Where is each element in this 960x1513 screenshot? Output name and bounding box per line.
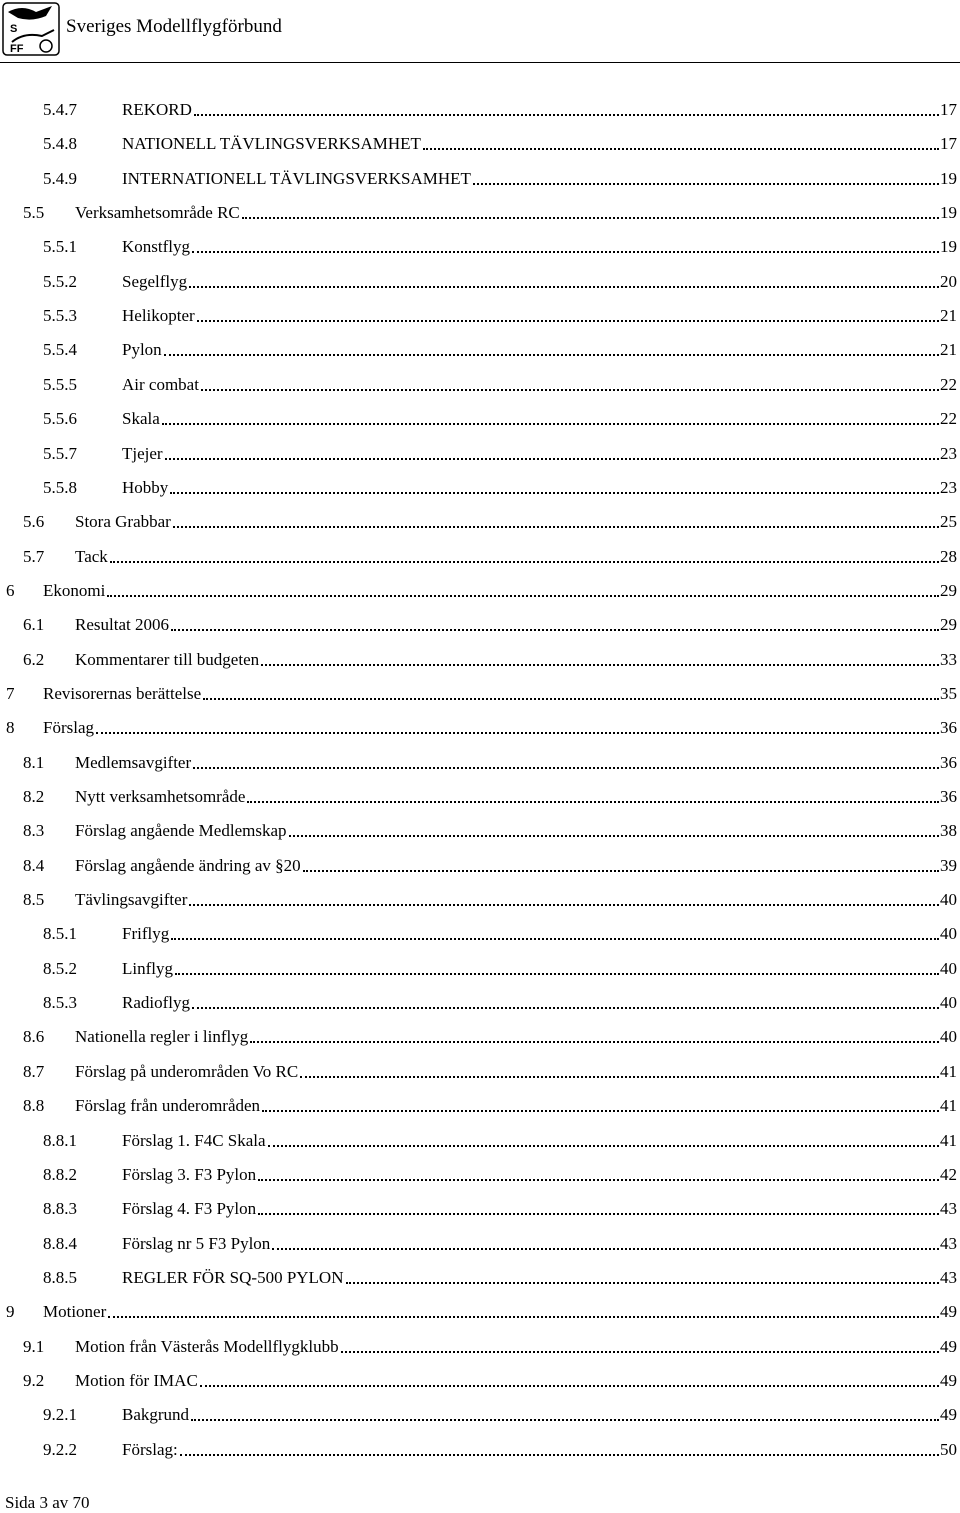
toc-entry-number: 6 [6, 580, 15, 600]
toc-entry[interactable] [0, 1403, 957, 1425]
toc-entry[interactable] [0, 1025, 957, 1047]
dot-leader [268, 1144, 939, 1147]
toc-entry-number: 5.7 [23, 546, 45, 566]
toc-entry-number: 9.2.1 [43, 1405, 77, 1425]
dot-leader [262, 1109, 939, 1112]
toc-entry-number: 5.6 [23, 512, 45, 532]
toc-entry-page: 28 [940, 546, 957, 566]
toc-entry-title: Förslag [43, 718, 94, 738]
toc-entry-number: 8 [6, 718, 15, 738]
toc-entry-number: 5.5.8 [43, 477, 77, 497]
toc-entry-number: 9.2 [23, 1370, 45, 1390]
toc-entry-number: 6.2 [23, 649, 45, 669]
toc-entry-title: Förslag angående Medlemskap [75, 821, 287, 841]
dot-leader [108, 1315, 939, 1318]
toc-entry[interactable] [0, 991, 957, 1013]
toc-entry-page: 40 [940, 890, 957, 910]
toc-entry-page: 23 [940, 443, 957, 463]
toc-entry-title: Stora Grabbar [75, 512, 171, 532]
toc-entry[interactable] [0, 579, 957, 601]
toc-entry[interactable] [0, 682, 957, 704]
dot-leader [96, 731, 939, 734]
toc-entry-page: 41 [940, 1096, 957, 1116]
toc-entry-page: 23 [940, 477, 957, 497]
toc-entry-page: 21 [940, 340, 957, 360]
dot-leader [203, 697, 939, 700]
toc-entry-title: Hobby [122, 477, 169, 497]
toc-entry-title: Förslag 4. F3 Pylon [122, 1199, 257, 1219]
dot-leader [201, 388, 939, 391]
toc-entry[interactable] [0, 98, 957, 120]
toc-entry-title: Konstflyg [122, 237, 190, 257]
toc-entry-number: 8.8.5 [43, 1267, 77, 1287]
dot-leader [200, 1384, 939, 1387]
toc-entry-number: 8.5.3 [43, 993, 77, 1013]
toc-entry-title: Nytt verksamhetsområde [75, 787, 246, 806]
dot-leader [110, 560, 939, 563]
toc-entry-number: 5.5.5 [43, 374, 77, 394]
toc-entry-title: Förslag nr 5 F3 Pylon [122, 1233, 271, 1253]
toc-entry-title: Radioflyg [122, 993, 190, 1013]
toc-entry-page: 43 [940, 1267, 957, 1287]
toc-entry[interactable] [0, 167, 957, 189]
toc-entry-number: 5.5.4 [43, 340, 77, 360]
dot-leader [165, 457, 939, 460]
toc-entry[interactable] [0, 1129, 957, 1151]
dot-leader [171, 628, 939, 631]
dot-leader [175, 972, 939, 975]
toc-entry-page: 25 [940, 512, 957, 532]
toc-entry-number: 8.8.2 [43, 1164, 77, 1184]
toc-entry-title: NATIONELL TÄVLINGSVERKSAMHET [122, 134, 421, 154]
toc-entry-title: Kommentarer till budgeten [75, 649, 260, 669]
toc-entry-page: 42 [940, 1164, 957, 1184]
toc-entry[interactable] [0, 613, 957, 635]
toc-entry-number: 8.8.4 [43, 1233, 77, 1253]
dot-leader [300, 1075, 939, 1078]
toc-entry[interactable] [0, 1197, 957, 1219]
dot-leader [180, 1453, 939, 1456]
toc-entry[interactable] [0, 819, 957, 841]
toc-entry[interactable] [0, 648, 957, 670]
toc-entry[interactable] [0, 235, 957, 257]
dot-leader [261, 663, 939, 666]
toc-entry-page: 49 [940, 1336, 957, 1356]
toc-entry[interactable] [0, 1266, 957, 1288]
toc-entry-page: 29 [940, 580, 957, 600]
toc-entry-page: 40 [940, 924, 957, 944]
toc-entry-title: Motion för IMAC [75, 1370, 198, 1390]
toc-entry-page: 36 [940, 787, 957, 806]
toc-entry-page: 36 [940, 718, 957, 738]
dot-leader [170, 491, 939, 494]
toc-entry[interactable] [0, 545, 957, 567]
toc-entry-number: 8.2 [23, 787, 45, 806]
toc-entry-number: 8.5.2 [43, 958, 77, 978]
toc-entry-page: 20 [940, 271, 957, 291]
toc-entry-number: 8.1 [23, 752, 45, 772]
toc-entry-title: Tävlingsavgifter [75, 890, 188, 910]
toc-entry-title: Tjejer [122, 443, 163, 463]
toc-entry-page: 40 [940, 958, 957, 978]
toc-entry-number: 8.8 [23, 1096, 45, 1116]
toc-entry-number: 5.4.7 [43, 100, 77, 119]
toc-entry-page: 35 [940, 683, 957, 703]
toc-entry-page: 41 [940, 1061, 957, 1081]
toc-entry-number: 8.5 [23, 890, 45, 910]
toc-entry[interactable] [0, 270, 957, 292]
toc-entry-title: Ekonomi [43, 580, 106, 600]
toc-entry-number: 9 [6, 1302, 15, 1322]
toc-entry-number: 5.5.3 [43, 306, 77, 326]
toc-entry-title: Tack [75, 546, 108, 566]
toc-entry-title: REGLER FÖR SQ-500 PYLON [122, 1267, 344, 1287]
toc-entry-page: 22 [940, 409, 957, 429]
toc-entry-number: 8.6 [23, 1027, 45, 1047]
toc-entry-number: 5.5.7 [43, 443, 77, 463]
dot-leader [192, 250, 939, 253]
toc-entry-title: Förslag: [122, 1439, 178, 1459]
toc-entry[interactable] [0, 716, 957, 738]
toc-entry-title: Bakgrund [122, 1405, 190, 1425]
dot-leader [473, 182, 939, 185]
toc-entry-title: Förslag 3. F3 Pylon [122, 1164, 257, 1184]
toc-entry-title: Motion från Västerås Modellflygklubb [75, 1336, 339, 1356]
toc-entry-title: INTERNATIONELL TÄVLINGSVERKSAMHET [122, 168, 471, 188]
dot-leader [197, 319, 939, 322]
page-header [0, 0, 960, 62]
toc-entry-title: Linflyg [122, 958, 173, 978]
smff-logo [2, 2, 60, 56]
toc-entry-page: 43 [940, 1233, 957, 1253]
toc-entry-page: 49 [940, 1405, 957, 1425]
toc-entry-title: Pylon [122, 340, 162, 360]
toc-entry-title: Förslag angående ändring av §20 [75, 855, 301, 875]
toc-entry-title: Nationella regler i linflyg [75, 1027, 249, 1047]
toc-entry-title: Förslag 1. F4C Skala [122, 1130, 266, 1150]
dot-leader [258, 1178, 939, 1181]
dot-leader [289, 834, 940, 837]
toc-entry[interactable] [0, 1163, 957, 1185]
toc-entry-number: 5.4.9 [43, 168, 77, 188]
dot-leader [193, 766, 939, 769]
dot-leader [250, 1040, 939, 1043]
toc-entry-title: Motioner [43, 1302, 107, 1322]
toc-entry[interactable] [0, 407, 957, 429]
dot-leader [346, 1281, 940, 1284]
dot-leader [162, 422, 939, 425]
toc-entry-page: 21 [940, 306, 957, 326]
toc-entry-number: 8.3 [23, 821, 45, 841]
toc-entry[interactable] [0, 132, 957, 154]
toc-entry-number: 8.5.1 [43, 924, 77, 944]
toc-entry-page: 49 [940, 1302, 957, 1322]
toc-entry[interactable] [0, 1232, 957, 1254]
toc-entry[interactable] [0, 304, 957, 326]
toc-entry[interactable] [0, 1094, 957, 1116]
dot-leader [258, 1212, 939, 1215]
toc-entry-title: Skala [122, 409, 160, 429]
toc-entry[interactable] [0, 854, 957, 876]
toc-entry-number: 7 [6, 683, 15, 703]
toc-entry-title: Verksamhetsområde RC [75, 203, 240, 223]
dot-leader [171, 937, 939, 940]
toc-entry-page: 29 [940, 615, 957, 635]
toc-entry[interactable] [0, 922, 957, 944]
dot-leader [341, 1350, 939, 1353]
toc-entry-page: 39 [940, 855, 957, 875]
toc-entry-page: 36 [940, 752, 957, 772]
toc-entry[interactable] [0, 751, 957, 773]
toc-entry-number: 5.5.6 [43, 409, 77, 429]
dot-leader [189, 903, 939, 906]
toc-entry[interactable] [0, 1369, 957, 1391]
dot-leader [272, 1247, 939, 1250]
toc-entry-number: 8.7 [23, 1061, 45, 1081]
page-number-footer: Sida 3 av 70 [5, 1493, 90, 1512]
toc-entry-page: 40 [940, 1027, 957, 1047]
organization-name: Sveriges Modellflygförbund [66, 16, 282, 37]
toc-entry-title: Air combat [122, 374, 199, 394]
toc-entry[interactable] [0, 888, 957, 910]
dot-leader [192, 1006, 939, 1009]
dot-leader [194, 113, 939, 116]
dot-leader [423, 147, 939, 150]
svg-text:FF: FF [10, 43, 24, 55]
toc-entry[interactable] [0, 1335, 957, 1357]
toc-entry-page: 50 [940, 1439, 957, 1459]
toc-entry-number: 8.4 [23, 855, 45, 875]
toc-entry-title: Förslag från underområden [75, 1096, 261, 1116]
toc-entry-number: 5.5.2 [43, 271, 77, 291]
toc-entry-page: 19 [940, 237, 957, 257]
toc-entry[interactable] [0, 442, 957, 464]
toc-entry-title: Friflyg [122, 924, 170, 944]
toc-entry-page: 33 [940, 649, 957, 669]
toc-entry-title: Revisorernas berättelse [43, 683, 202, 703]
toc-entry[interactable] [0, 1438, 957, 1460]
toc-entry-title: Helikopter [122, 306, 195, 326]
toc-entry-page: 49 [940, 1370, 957, 1390]
toc-entry-number: 5.5.1 [43, 237, 77, 257]
toc-entry-page: 22 [940, 374, 957, 394]
toc-entry-number: 5.5 [23, 203, 45, 223]
toc-entry-number: 9.1 [23, 1336, 45, 1356]
toc-entry-page: 17 [940, 134, 957, 154]
toc-entry-number: 5.4.8 [43, 134, 77, 154]
toc-entry-number: 8.8.1 [43, 1130, 77, 1150]
toc-entry-title: REKORD [122, 100, 192, 119]
toc-entry-page: 19 [940, 203, 957, 223]
toc-entry-page: 40 [940, 993, 957, 1013]
toc-entry-title: Segelflyg [122, 271, 188, 291]
dot-leader [173, 525, 939, 528]
toc-entry-page: 43 [940, 1199, 957, 1219]
toc-entry-page: 38 [940, 821, 957, 841]
toc-entry[interactable] [0, 1060, 957, 1082]
dot-leader [242, 216, 939, 219]
toc-entry-page: 41 [940, 1130, 957, 1150]
toc-entry-title: Medlemsavgifter [75, 752, 192, 772]
svg-text:S: S [10, 23, 18, 35]
toc-entry-number: 9.2.2 [43, 1439, 77, 1459]
toc-entry-page: 19 [940, 168, 957, 188]
dot-leader [247, 800, 939, 803]
toc-entry[interactable] [0, 373, 957, 395]
toc-entry[interactable] [0, 510, 957, 532]
toc-entry[interactable] [0, 201, 957, 223]
toc-entry-title: Förslag på underområden Vo RC [75, 1061, 299, 1081]
dot-leader [164, 353, 939, 356]
dot-leader [303, 869, 939, 872]
toc-entry-number: 6.1 [23, 615, 45, 635]
toc-entry-title: Resultat 2006 [75, 615, 169, 635]
toc-entry[interactable] [0, 476, 957, 498]
toc-entry[interactable] [0, 1300, 957, 1322]
header-divider [0, 62, 960, 63]
toc-entry[interactable] [0, 785, 957, 807]
dot-leader [189, 285, 939, 288]
dot-leader [107, 594, 939, 597]
toc-entry[interactable] [0, 957, 957, 979]
toc-entry-page: 17 [940, 100, 957, 119]
toc-entry[interactable] [0, 338, 957, 360]
dot-leader [191, 1418, 939, 1421]
toc-entry-number: 8.8.3 [43, 1199, 77, 1219]
